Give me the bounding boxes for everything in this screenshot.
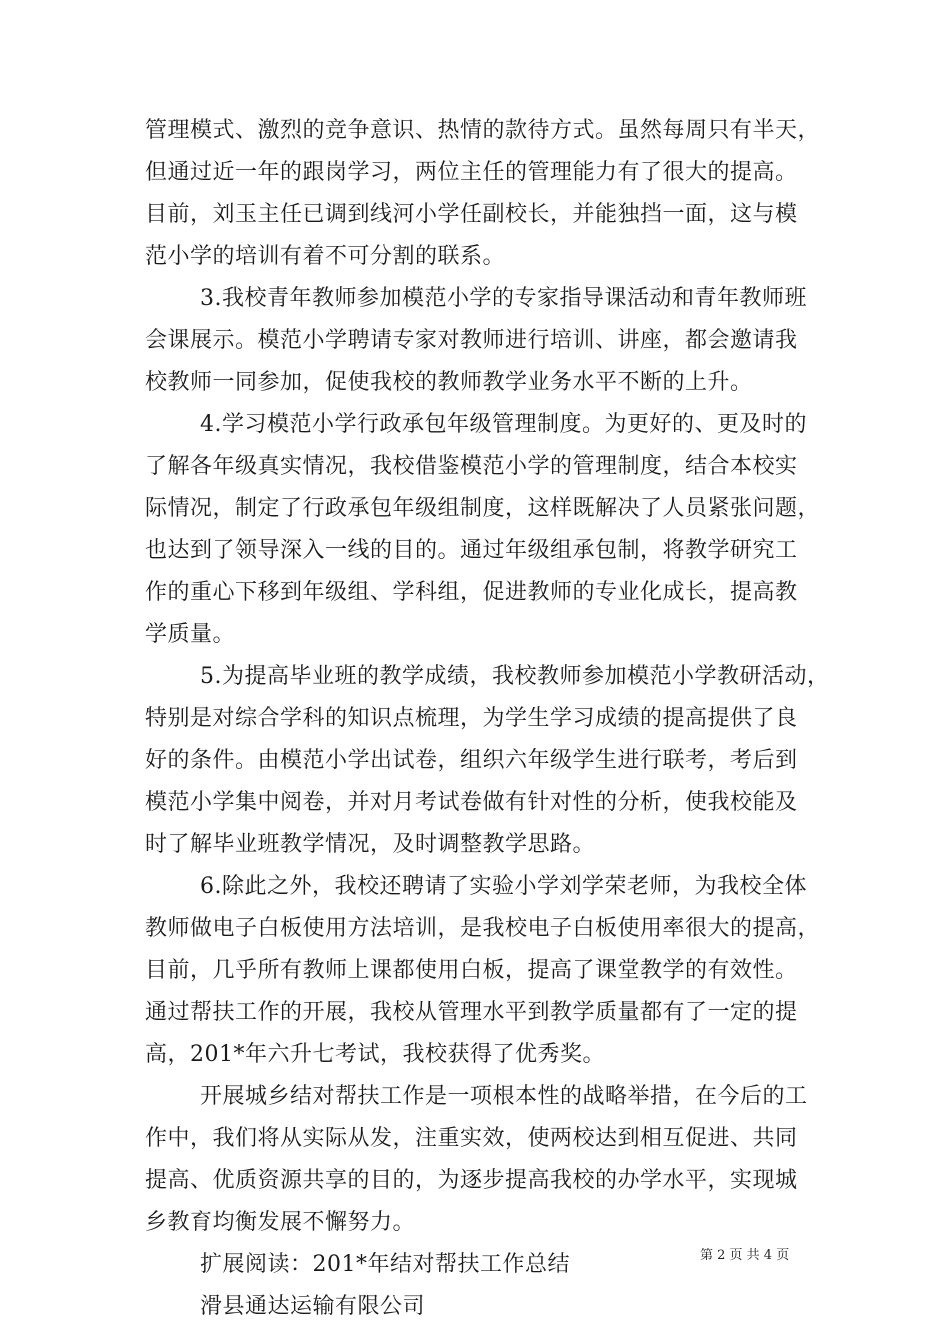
text-line: 管理模式、激烈的竞争意识、热情的款待方式。虽然每周只有半天， [145, 118, 821, 143]
text-line: 但通过近一年的跟岗学习，两位主任的管理能力有了很大的提高。 [145, 160, 798, 185]
text-line: 作的重心下移到年级组、学科组，促进教师的专业化成长，提高教 [145, 580, 798, 605]
page-number-footer: 第 2 页 共 4 页 [700, 1248, 790, 1263]
text-line: 好的条件。由模范小学出试卷，组织六年级学生进行联考，考后到 [145, 748, 798, 773]
text-line: 作中，我们将从实际从发，注重实效，使两校达到相互促进、共同 [145, 1126, 798, 1151]
text-line: 教师做电子白板使用方法培训，是我校电子白板使用率很大的提高， [145, 916, 821, 941]
text-line: 滑县通达运输有限公司 [200, 1294, 426, 1319]
text-line: 6.除此之外，我校还聘请了实验小学刘学荣老师，为我校全体 [200, 874, 807, 899]
text-line: 范小学的培训有着不可分割的联系。 [145, 244, 506, 269]
text-line: 目前，几乎所有教师上课都使用白板，提高了课堂教学的有效性。 [145, 958, 798, 983]
text-line: 开展城乡结对帮扶工作是一项根本性的战略举措，在今后的工 [200, 1084, 808, 1109]
text-line: 会课展示。模范小学聘请专家对教师进行培训、讲座，都会邀请我 [145, 328, 798, 353]
text-line: 也达到了领导深入一线的目的。通过年级组承包制，将教学研究工 [145, 538, 798, 563]
text-line: 时了解毕业班教学情况，及时调整教学思路。 [145, 832, 596, 857]
text-line: 际情况，制定了行政承包年级组制度，这样既解决了人员紧张问题， [145, 496, 821, 521]
document-body [145, 110, 830, 1328]
text-line: 学质量。 [145, 622, 236, 647]
text-line: 校教师一同参加，促使我校的教师教学业务水平不断的上升。 [145, 370, 753, 395]
text-line: 4.学习模范小学行政承包年级管理制度。为更好的、更及时的 [200, 412, 807, 437]
text-line: 特别是对综合学科的知识点梳理，为学生学习成绩的提高提供了良 [145, 706, 798, 731]
text-line: 扩展阅读：201*年结对帮扶工作总结 [200, 1252, 570, 1277]
text-line: 目前，刘玉主任已调到线河小学任副校长，并能独挡一面，这与模 [145, 202, 798, 227]
text-line: 3.我校青年教师参加模范小学的专家指导课活动和青年教师班 [200, 286, 807, 311]
text-line: 模范小学集中阅卷，并对月考试卷做有针对性的分析，使我校能及 [145, 790, 798, 815]
text-line: 5.为提高毕业班的教学成绩，我校教师参加模范小学教研活动， [200, 664, 830, 689]
text-line: 了解各年级真实情况，我校借鉴模范小学的管理制度，结合本校实 [145, 454, 798, 479]
text-line: 提高、优质资源共享的目的，为逐步提高我校的办学水平，实现城 [145, 1168, 798, 1193]
text-line: 高，201*年六升七考试，我校获得了优秀奖。 [145, 1042, 605, 1067]
text-line: 乡教育均衡发展不懈努力。 [145, 1210, 416, 1235]
text-line: 通过帮扶工作的开展，我校从管理水平到教学质量都有了一定的提 [145, 1000, 798, 1025]
